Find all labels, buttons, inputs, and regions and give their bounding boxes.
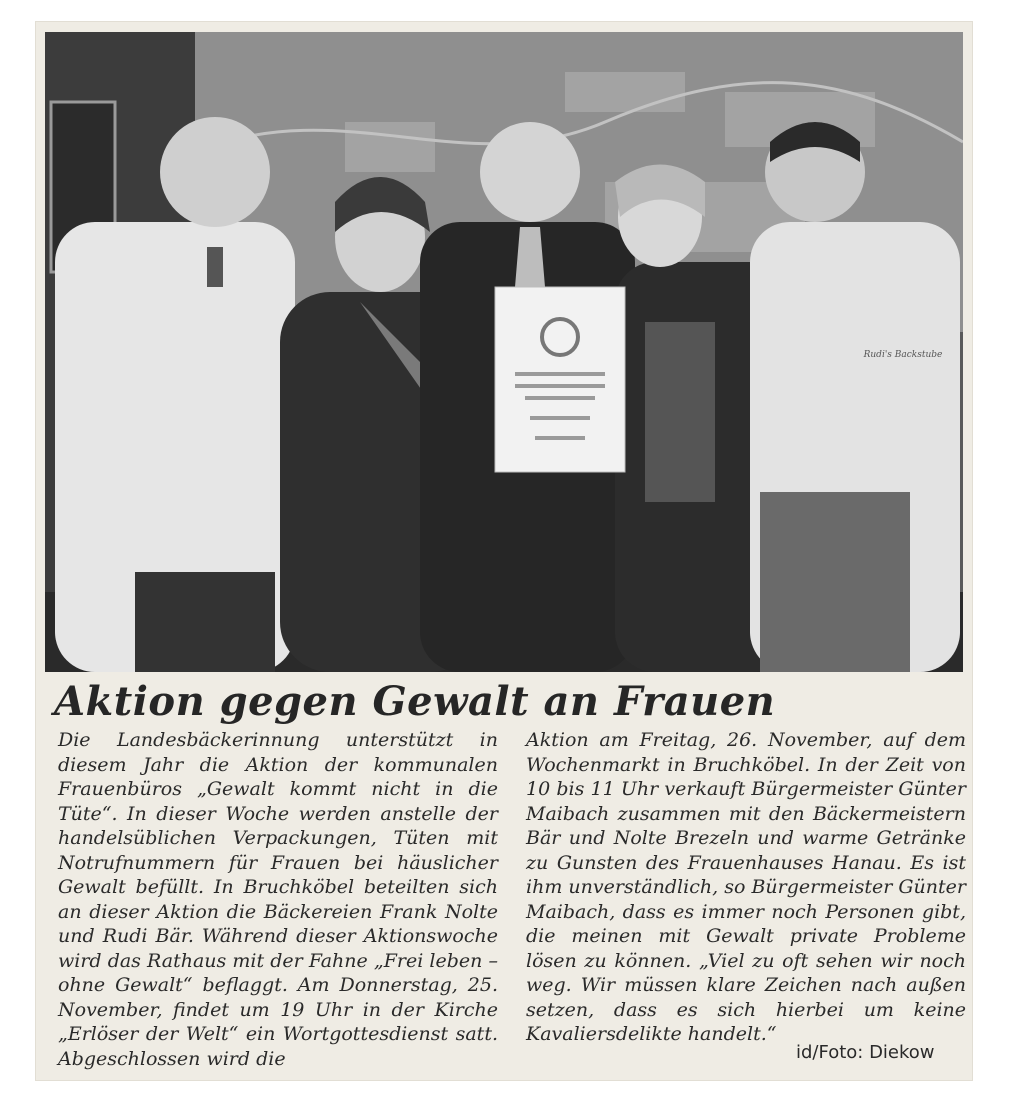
article-column-2: Aktion am Freitag, 26. November, auf dem Wochenmarkt in Bruchköbel. In der Zeit von 10 bis 11 Uhr verkauft Bürgermeister Günter Maibach zusammen mit den Bäckermeistern Bär und Nolte Brezeln und warme Getränke zu Gunsten des Frauenhauses Hanau. Es ist ihm unverständlich, so Bürgermeister Günter Maibach, dass es immer noch Personen gibt, die meinen mit Gewalt private Probleme lösen zu können. „Viel zu oft sehen wir noch weg. Wir müssen klare Zeichen nach außen setzen, dass es sich hierbei um keine Kavaliersdelikte handelt.“ <box>526 729 966 1045</box>
article-photo <box>45 32 963 672</box>
jacket-embroidery: Rudi's Backstube <box>863 350 943 360</box>
photo-credit: id/Foto: Diekow <box>796 1042 935 1063</box>
article-headline: Aktion gegen Gewalt an Frauen <box>54 678 776 725</box>
article-column-1: Die Landesbäckerinnung unterstützt in diesem Jahr die Aktion der kommunalen Frauenbüros „Gewalt kommt nicht in die Tüte“. In dieser Woche werden anstelle der handelsüblichen Verpackungen, Tüten mit Notrufnummern für Frauen bei häuslicher Gewalt befüllt. In Bruchköbel beteilten sich an dieser Aktion die Bäckereien Frank Nolte und Rudi Bär. Während dieser Aktionswoche wird das Rathaus mit der Fahne „Frei leben – ohne Gewalt“ beflaggt. Am Donnerstag, 25. November, findet um 19 Uhr in der Kirche „Erlöser der Welt“ ein Wortgottesdienst satt. Abgeschlossen wird die <box>58 729 498 1070</box>
certificate <box>495 287 625 472</box>
photo-illustration <box>45 32 963 672</box>
